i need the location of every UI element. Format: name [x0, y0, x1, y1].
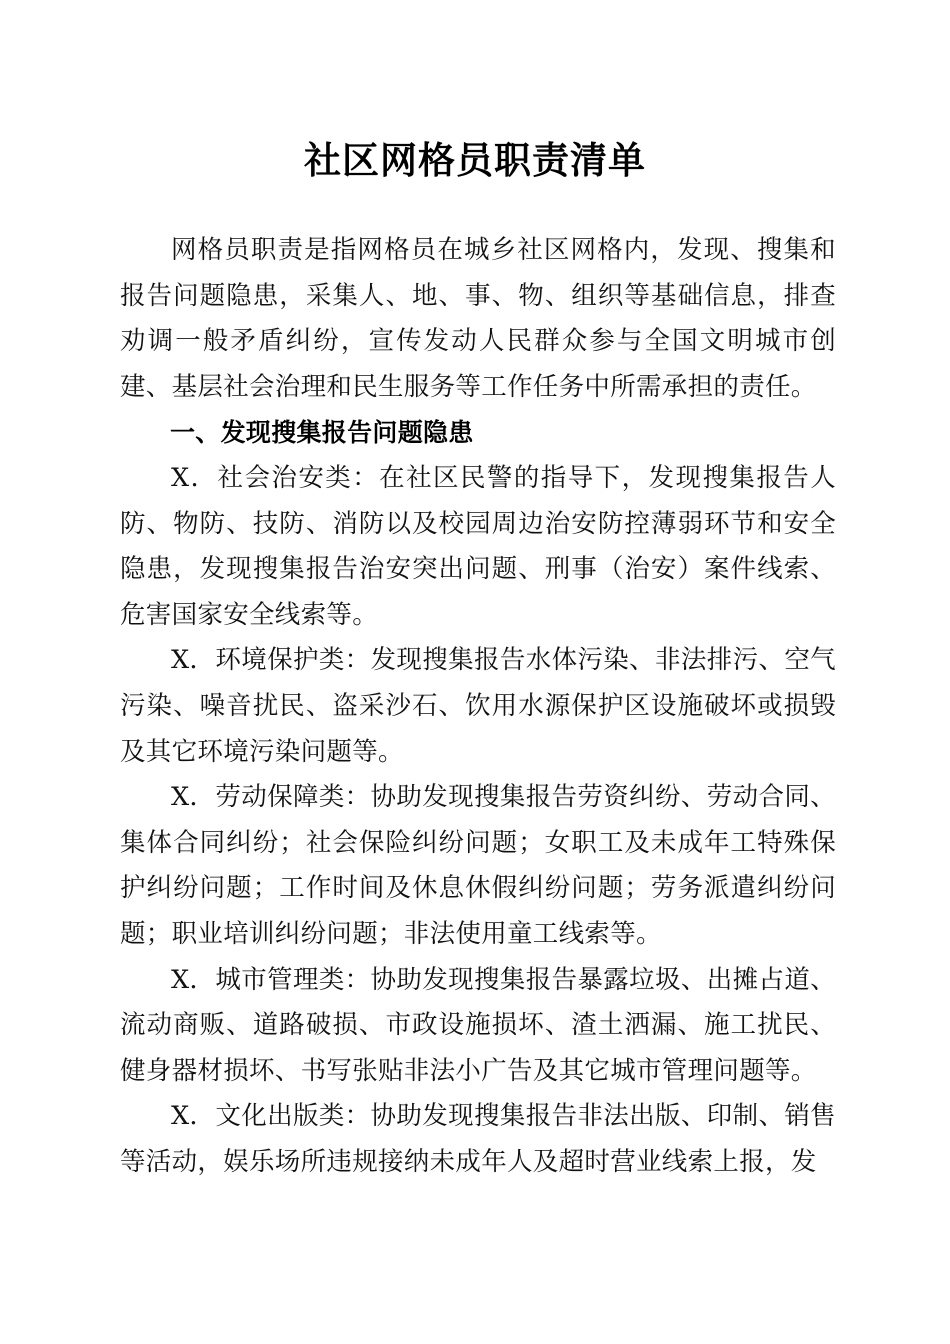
intro-paragraph: 网格员职责是指网格员在城乡社区网格内，发现、搜集和报告问题隐患，采集人、地、事、物、组织等基础信息，排查劝调一般矛盾纠纷，宣传发动人民群众参与全国文明城市创建、基层社会治理和民生服务等工作任务中所需承担的责任。 [120, 235, 836, 402]
item-paragraph-environment: X．环境保护类：发现搜集报告水体污染、非法排污、空气污染、噪音扰民、盗采沙石、饮用水源保护区设施破坏或损毁及其它环境污染问题等。 [120, 645, 836, 767]
item-paragraph-culture-publishing: X．文化出版类：协助发现搜集报告非法出版、印制、销售等活动，娱乐场所违规接纳未成年人及超时营业线索上报，发 [120, 1101, 836, 1177]
item-paragraph-public-security: X．社会治安类：在社区民警的指导下，发现搜集报告人防、物防、技防、消防以及校园周边治安防控薄弱环节和安全隐患，发现搜集报告治安突出问题、刑事（治安）案件线索、危害国家安全线索等。 [120, 462, 836, 630]
item-paragraph-labor: X．劳动保障类：协助发现搜集报告劳资纠纷、劳动合同、集体合同纠纷；社会保险纠纷问题；女职工及未成年工特殊保护纠纷问题；工作时间及休息休假纠纷问题；劳务派遣纠纷问题；职业培训纠纷问题；非法使用童工线索等。 [120, 782, 836, 949]
section-heading-1: 一、发现搜集报告问题隐患 [170, 418, 474, 448]
document-body [120, 228, 836, 1185]
document-title: 社区网格员职责清单 [304, 138, 646, 182]
item-paragraph-urban-management: X．城市管理类：协助发现搜集报告暴露垃圾、出摊占道、流动商贩、道路破损、市政设施损坏、渣土洒漏、施工扰民、健身器材损坏、书写张贴非法小广告及其它城市管理问题等。 [120, 964, 836, 1086]
